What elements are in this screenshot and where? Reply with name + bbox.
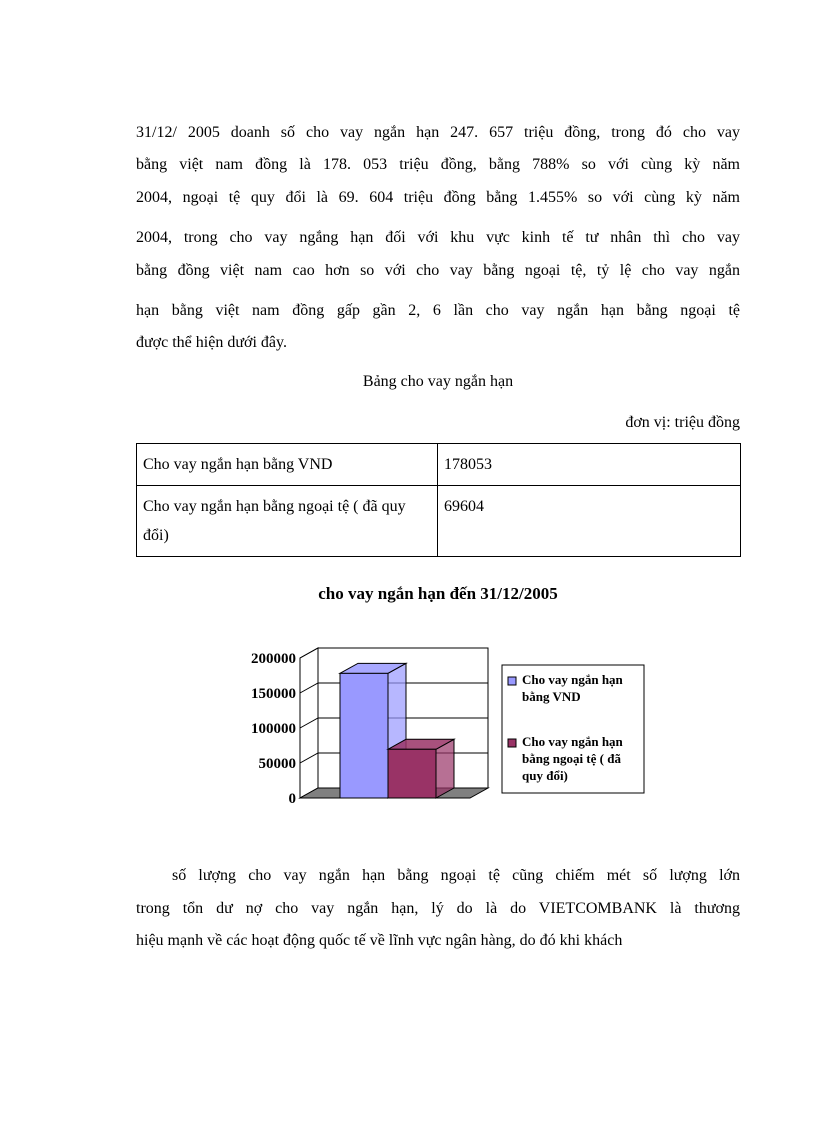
- y-tick-label: 150000: [251, 686, 296, 702]
- text-line: số lượng cho vay ngắn hạn bằng ngoại tệ cũng chiếm mét số lượng lớn: [172, 867, 740, 884]
- table-cell-label: Cho vay ngắn hạn bằng ngoại tệ ( đã quy đổi): [137, 486, 438, 557]
- legend-label: Cho vay ngắn hạn bằng ngoại tệ ( đã quy đổi): [522, 734, 623, 783]
- legend-swatch: [508, 739, 516, 747]
- table-row: [137, 444, 741, 486]
- y-tick-label: 200000: [251, 651, 296, 667]
- text-line: 2004, ngoại tệ quy đổi là 69. 604 triệu đồng bằng 1.455% so với cùng kỳ năm: [136, 189, 740, 206]
- bar-front: [388, 749, 436, 798]
- table-cell-value: 178053: [438, 444, 741, 486]
- legend-swatch: [508, 677, 516, 685]
- y-tick-label: 0: [288, 791, 296, 807]
- text-line: bằng việt nam đồng là 178. 053 triệu đồng, bằng 788% so với cùng kỳ năm: [136, 156, 740, 173]
- bar-front: [340, 673, 388, 798]
- chart-title: cho vay ngắn hạn đến 31/12/2005: [318, 584, 558, 603]
- text-line: trong tổn dư nợ cho vay ngắn hạn, lý do là do VIETCOMBANK là thương: [136, 900, 740, 917]
- text-line: 2004, trong cho vay ngắng hạn đối với khu vực kinh tế tư nhân thì cho vay: [136, 229, 740, 246]
- text-line: hiệu mạnh về các hoạt động quốc tế về lĩnh vực ngân hàng, do đó khi khách: [136, 932, 623, 949]
- y-tick-label: 50000: [258, 756, 296, 772]
- y-tick-label: 100000: [251, 721, 296, 737]
- table-caption: Bảng cho vay ngắn hạn: [362, 373, 514, 390]
- table-row: [137, 486, 741, 557]
- table-cell-label: Cho vay ngắn hạn bằng VND: [137, 444, 438, 486]
- loan-table: [136, 443, 741, 557]
- legend-label: Cho vay ngắn hạn bằng VND: [522, 672, 623, 704]
- text-line: được thể hiện dưới đây.: [136, 334, 287, 351]
- text-line: hạn bằng việt nam đồng gấp gần 2, 6 lần cho vay ngắn hạn bằng ngoại tệ: [136, 302, 740, 319]
- text-line: 31/12/ 2005 doanh số cho vay ngắn hạn 247. 657 triệu đồng, trong đó cho vay: [136, 124, 740, 141]
- chart-legend: [502, 665, 644, 793]
- bar-foreign: [388, 739, 454, 798]
- table-cell-value: 69604: [438, 486, 741, 557]
- text-line: bằng đồng việt nam cao hơn so với cho vay bằng ngoại tệ, tỷ lệ cho vay ngắn: [136, 262, 740, 279]
- bar-chart: [232, 640, 652, 810]
- unit-label: đơn vị: triệu đồng: [625, 414, 740, 431]
